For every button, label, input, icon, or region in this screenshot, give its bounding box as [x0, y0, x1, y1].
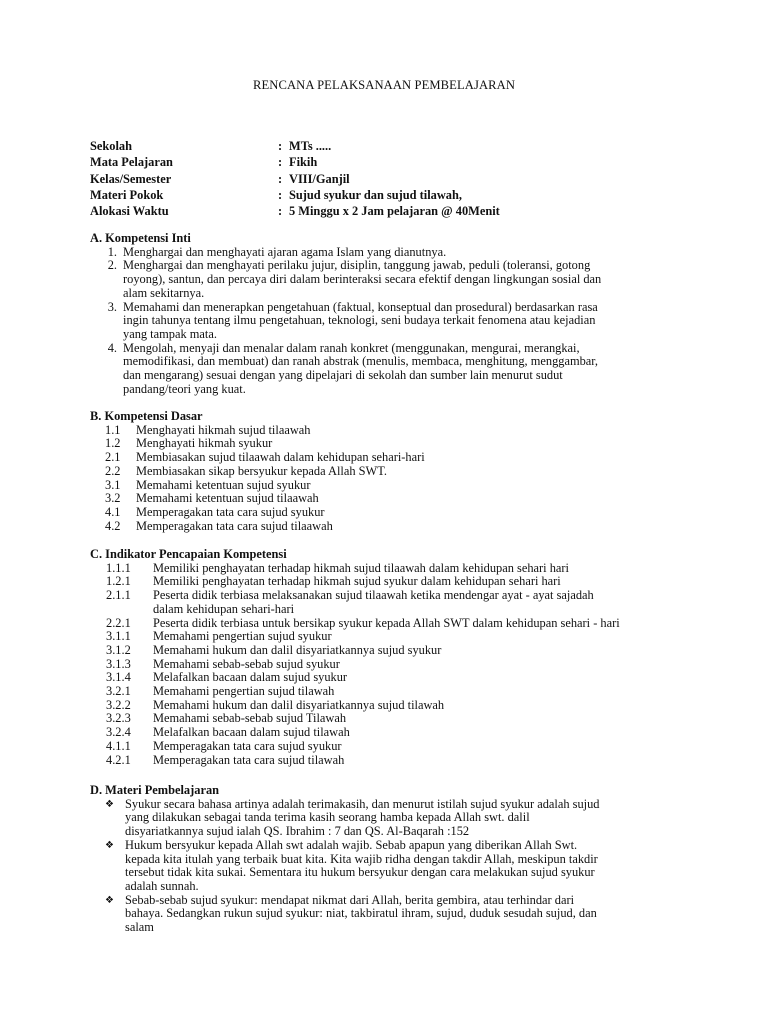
item-number: 3.1	[105, 477, 121, 492]
list-item	[90, 575, 674, 589]
identity-label: Mata Pelajaran	[90, 155, 173, 170]
list-item	[90, 671, 674, 685]
item-text: Memahami ketentuan sujud tilaawah	[136, 491, 319, 506]
item-number: 4.2	[105, 518, 121, 533]
text-line: pandang/teori yang kuat.	[123, 381, 246, 396]
kompetensi-inti-list	[90, 246, 674, 397]
identity-value: Fikih	[289, 155, 318, 170]
identity-colon: :	[278, 204, 283, 219]
item-text	[153, 589, 674, 616]
item-text	[123, 259, 668, 300]
item-number: 3.2.1	[106, 684, 131, 699]
text-line: alam sekitarnya.	[123, 285, 205, 300]
identity-value: 5 Minggu x 2 Jam pelajaran @ 40Menit	[289, 204, 500, 219]
item-number: 2.2.1	[106, 615, 131, 630]
item-text	[153, 754, 674, 768]
identity-row	[90, 138, 500, 154]
text-line: Memahami pengertian sujud syukur	[153, 629, 332, 644]
text-line: Melafalkan bacaan dalam sujud syukur	[153, 670, 348, 685]
text-line: Memahami pengertian sujud tilawah	[153, 684, 335, 699]
item-text	[153, 644, 674, 658]
item-text	[123, 246, 668, 260]
section-indikator	[90, 548, 674, 767]
list-item	[90, 644, 674, 658]
item-number: 3.	[107, 299, 117, 314]
list-item	[90, 589, 674, 616]
text-line: Memahami dan menerapkan pengetahuan (faktual, konseptual dan prosedural) berdasarkan rasa	[123, 299, 598, 314]
item-number: 1.	[107, 244, 117, 259]
identity-colon: :	[278, 155, 283, 170]
item-text	[153, 671, 674, 685]
text-line: Memperagakan tata cara sujud syukur	[153, 738, 342, 753]
text-line: Memahami hukum dan dalil disyariatkannya sujud tilawah	[153, 697, 445, 712]
text-line: Hukum bersyukur kepada Allah swt adalah wajib. Sebab apapun yang diberikan Allah Swt.	[125, 837, 578, 852]
item-text: Memahami ketentuan sujud syukur	[136, 477, 311, 492]
list-item	[90, 520, 674, 534]
item-text	[125, 894, 674, 935]
materi-list	[90, 798, 674, 935]
text-line: Memperagakan tata cara sujud tilawah	[153, 752, 345, 767]
text-line: bahaya. Sedangkan rukun sujud syukur: niat, takbiratul ihram, sujud, duduk sesudah sujud, dan	[125, 906, 597, 921]
item-text	[153, 726, 674, 740]
item-text: Membiasakan sikap bersyukur kepada Allah SWT.	[136, 463, 387, 478]
text-line: Memahami sebab-sebab sujud syukur	[153, 656, 340, 671]
text-line: disyariatkannya sujud ialah QS. Ibrahim : 7 dan QS. Al-Baqarah :152	[125, 824, 470, 839]
text-line: memodifikasi, dan membuat) dan ranah abstrak (menulis, membaca, menghitung, menggambar,	[123, 354, 599, 369]
section-kompetensi-inti	[90, 232, 674, 396]
text-line: adalah sunnah.	[125, 878, 199, 893]
item-text	[123, 301, 668, 342]
item-number: 1.1.1	[106, 560, 131, 575]
item-number: 3.2.4	[106, 725, 131, 740]
text-line: dan mengarang) sesuai dengan yang dipelajari di sekolah dan sumber lain menurut sudut	[123, 368, 563, 383]
item-text	[153, 699, 674, 713]
item-text: Menghayati hikmah sujud tilaawah	[136, 422, 311, 437]
list-item	[90, 630, 674, 644]
identity-label: Alokasi Waktu	[90, 204, 169, 219]
item-text	[125, 839, 674, 894]
text-line: dalam kehidupan sehari-hari	[153, 601, 295, 616]
item-text	[153, 562, 674, 576]
identity-label: Kelas/Semester	[90, 171, 172, 186]
text-line: Memahami hukum dan dalil disyariatkannya sujud syukur	[153, 642, 442, 657]
item-number: 4.1	[105, 504, 121, 519]
item-number: 3.1.2	[106, 642, 131, 657]
list-item	[90, 479, 674, 493]
item-number: 2.	[107, 258, 117, 273]
list-item	[90, 451, 674, 465]
item-number: 3.2.2	[106, 697, 131, 712]
section-heading: C. Indikator Pencapaian Kompetensi	[90, 547, 287, 561]
item-number: 2.1	[105, 450, 121, 465]
item-number: 3.1.4	[106, 670, 131, 685]
document-title: RENCANA PELAKSANAAN PEMBELAJARAN	[252, 78, 516, 92]
list-item	[90, 658, 674, 672]
list-item	[90, 699, 674, 713]
list-item	[90, 259, 674, 300]
item-number: 2.1.1	[106, 588, 131, 603]
list-item	[90, 342, 674, 397]
item-text	[153, 630, 674, 644]
section-heading: B. Kompetensi Dasar	[90, 409, 203, 423]
text-line: Melafalkan bacaan dalam sujud tilawah	[153, 725, 350, 740]
section-heading: A. Kompetensi Inti	[90, 231, 191, 245]
item-text	[153, 740, 674, 754]
identity-colon: :	[278, 139, 283, 153]
text-line: Memiliki penghayatan terhadap hikmah sujud syukur dalam kehidupan sehari hari	[153, 574, 561, 589]
identity-value: MTs .....	[289, 139, 332, 153]
text-line: tersebut tidak kita sukai. Sementara itu hukum bersyukur dengan cara melakukan sujud syukur	[125, 865, 595, 880]
item-number: 1.2	[105, 436, 121, 451]
list-item	[90, 437, 674, 451]
list-item	[90, 712, 674, 726]
identity-value: Sujud syukur dan sujud tilawah,	[289, 187, 462, 202]
item-text	[153, 685, 674, 699]
section-heading: D. Materi Pembelajaran	[90, 783, 220, 797]
list-item	[90, 839, 674, 894]
list-item	[90, 246, 674, 260]
list-item	[90, 894, 674, 935]
text-line: ingin tahunya tentang ilmu pengetahuan, teknologi, seni budaya terkait fenomena atau kejadian	[123, 313, 596, 328]
text-line: royong), santun, dan percaya diri dalam berinteraksi secara efektif dengan lingkungan sosial dan	[123, 272, 602, 287]
diamond-bullet-icon: ❖	[105, 839, 114, 851]
identity-row	[90, 171, 500, 187]
identity-row	[90, 187, 500, 203]
list-item	[90, 424, 674, 438]
list-item	[90, 740, 674, 754]
identity-label: Sekolah	[90, 139, 133, 153]
list-item	[90, 492, 674, 506]
list-item	[90, 301, 674, 342]
list-item	[90, 798, 674, 839]
item-number: 3.1.1	[106, 629, 131, 644]
identity-colon: :	[278, 171, 283, 186]
section-kompetensi-dasar	[90, 410, 674, 533]
list-item	[90, 465, 674, 479]
item-text: Memperagakan tata cara sujud syukur	[136, 504, 325, 519]
item-text	[153, 617, 674, 631]
list-item	[90, 685, 674, 699]
kompetensi-dasar-list	[90, 424, 674, 534]
identity-table	[90, 138, 500, 219]
identity-row	[90, 203, 500, 219]
item-number: 3.2.3	[106, 711, 131, 726]
item-text: Memperagakan tata cara sujud tilaawah	[136, 518, 333, 533]
identity-colon: :	[278, 187, 283, 202]
text-line: Mengolah, menyaji dan menalar dalam ranah konkret (menggunakan, mengurai, merangkai,	[123, 340, 580, 355]
text-line: Peserta didik terbiasa untuk bersikap syukur kepada Allah SWT dalam kehidupan sehari - hari	[153, 615, 620, 630]
item-number: 1.1	[105, 422, 121, 437]
list-item	[90, 726, 674, 740]
item-number: 4.	[107, 340, 117, 355]
text-line: Peserta didik terbiasa melaksanakan sujud tilaawah ketika mendengar ayat - ayat sajadah	[153, 588, 594, 603]
text-line: kepada kita itulah yang terbaik buat kita. Kita wajib ridha dengan takdir Allah, meskipun takdir	[125, 851, 598, 866]
section-materi	[90, 784, 674, 935]
list-item	[90, 754, 674, 768]
text-line: Memahami sebab-sebab sujud Tilawah	[153, 711, 347, 726]
text-line: salam	[125, 920, 154, 935]
item-text: Membiasakan sujud tilaawah dalam kehidupan sehari-hari	[136, 450, 425, 465]
text-line: yang tampak mata.	[123, 326, 217, 341]
text-line: Syukur secara bahasa artinya adalah terimakasih, dan menurut istilah sujud syukur adalah sujud	[125, 796, 600, 811]
item-number: 4.2.1	[106, 752, 131, 767]
list-item	[90, 562, 674, 576]
item-number: 4.1.1	[106, 738, 131, 753]
item-text: Menghayati hikmah syukur	[136, 436, 273, 451]
text-line: Memiliki penghayatan terhadap hikmah sujud tilaawah dalam kehidupan sehari hari	[153, 560, 569, 575]
item-text	[125, 798, 674, 839]
item-text	[153, 658, 674, 672]
item-text	[153, 712, 674, 726]
list-item	[90, 617, 674, 631]
text-line: Sebab-sebab sujud syukur: mendapat nikmat dari Allah, berita gembira, atau terhindar dari	[125, 892, 575, 907]
item-number: 1.2.1	[106, 574, 131, 589]
identity-value: VIII/Ganjil	[289, 171, 350, 186]
indikator-list	[90, 562, 674, 768]
item-number: 3.1.3	[106, 656, 131, 671]
text-line: yang dilakukan sebagai tanda terima kasih seorang hamba kepada Allah swt. dalil	[125, 810, 530, 825]
diamond-bullet-icon: ❖	[105, 798, 114, 810]
item-number: 2.2	[105, 463, 121, 478]
text-line: Menghargai dan menghayati ajaran agama Islam yang dianutnya.	[123, 244, 447, 259]
item-text	[123, 342, 668, 397]
item-number: 3.2	[105, 491, 121, 506]
identity-label: Materi Pokok	[90, 187, 164, 202]
diamond-bullet-icon: ❖	[105, 894, 114, 906]
identity-row	[90, 154, 500, 170]
list-item	[90, 506, 674, 520]
item-text	[153, 575, 674, 589]
text-line: Menghargai dan menghayati perilaku jujur, disiplin, tanggung jawab, peduli (toleransi, gotong	[123, 258, 591, 273]
